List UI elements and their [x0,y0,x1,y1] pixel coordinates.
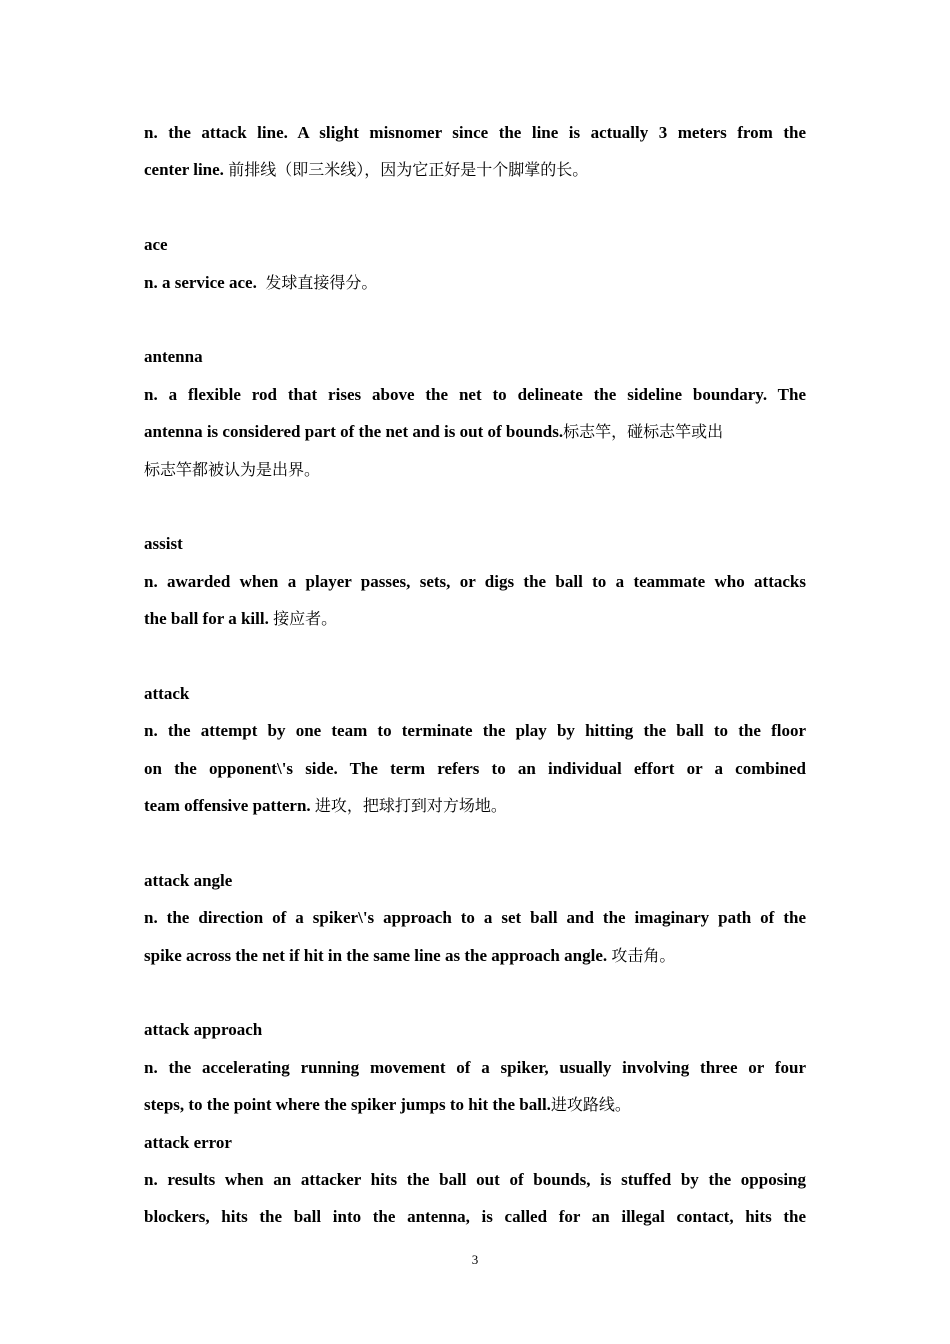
text-line: n. the attempt by one team to terminate the play by hitting the ball to the floor [144,721,806,741]
blank-line [144,189,806,226]
text-line: 标志竿都被认为是出界。 [144,459,321,479]
glossary-term: ace [144,235,168,255]
glossary-term: antenna [144,347,203,367]
text-line: antenna is considered part of the net and is out of bounds.标志竿，碰标志竿或出 [144,422,724,442]
text-line: on the opponent\'s side. The term refers to an individual effort or a combined [144,758,806,778]
document-body [144,114,806,1236]
text-line: the ball for a kill. 接应者。 [144,609,338,629]
text-line: n. the attack line. A slight misnomer since the line is actually 3 meters from the [144,123,806,142]
glossary-term: attack error [144,1132,232,1152]
text-line: n. the accelerating running movement of a spiker, usually involving three or four [144,1057,806,1077]
text-line: n. awarded when a player passes, sets, or digs the ball to a teammate who attacks [144,571,806,591]
blank-line [144,637,806,674]
blank-line [144,974,806,1011]
text-line: spike across the net if hit in the same line as the approach angle. 攻击角。 [144,945,676,965]
glossary-term: assist [144,534,183,554]
text-line: blockers, hits the ball into the antenna, is called for an illegal contact, hits the [144,1207,806,1227]
blank-line [144,488,806,525]
glossary-term: attack approach [144,1020,263,1040]
text-line: center line. 前排线（即三米线），因为它正好是十个脚掌的长。 [144,160,589,180]
blank-line [144,301,806,338]
text-line: steps, to the point where the spiker jumps to hit the ball.进攻路线。 [144,1095,631,1115]
glossary-term: attack [144,683,190,703]
text-line: n. a flexible rod that rises above the net to delineate the sideline boundary. The [144,384,806,404]
text-line: n. results when an attacker hits the ball out of bounds, is stuffed by the opposing [144,1169,806,1189]
glossary-term: attack angle [144,870,233,890]
text-line: n. the direction of a spiker\'s approach to a set ball and the imaginary path of the [144,908,806,928]
page-number: 3 [471,1252,479,1267]
blank-line [144,824,806,861]
text-line: team offensive pattern. 进攻，把球打到对方场地。 [144,796,507,816]
text-line: n. a service ace. 发球直接得分。 [144,272,378,292]
